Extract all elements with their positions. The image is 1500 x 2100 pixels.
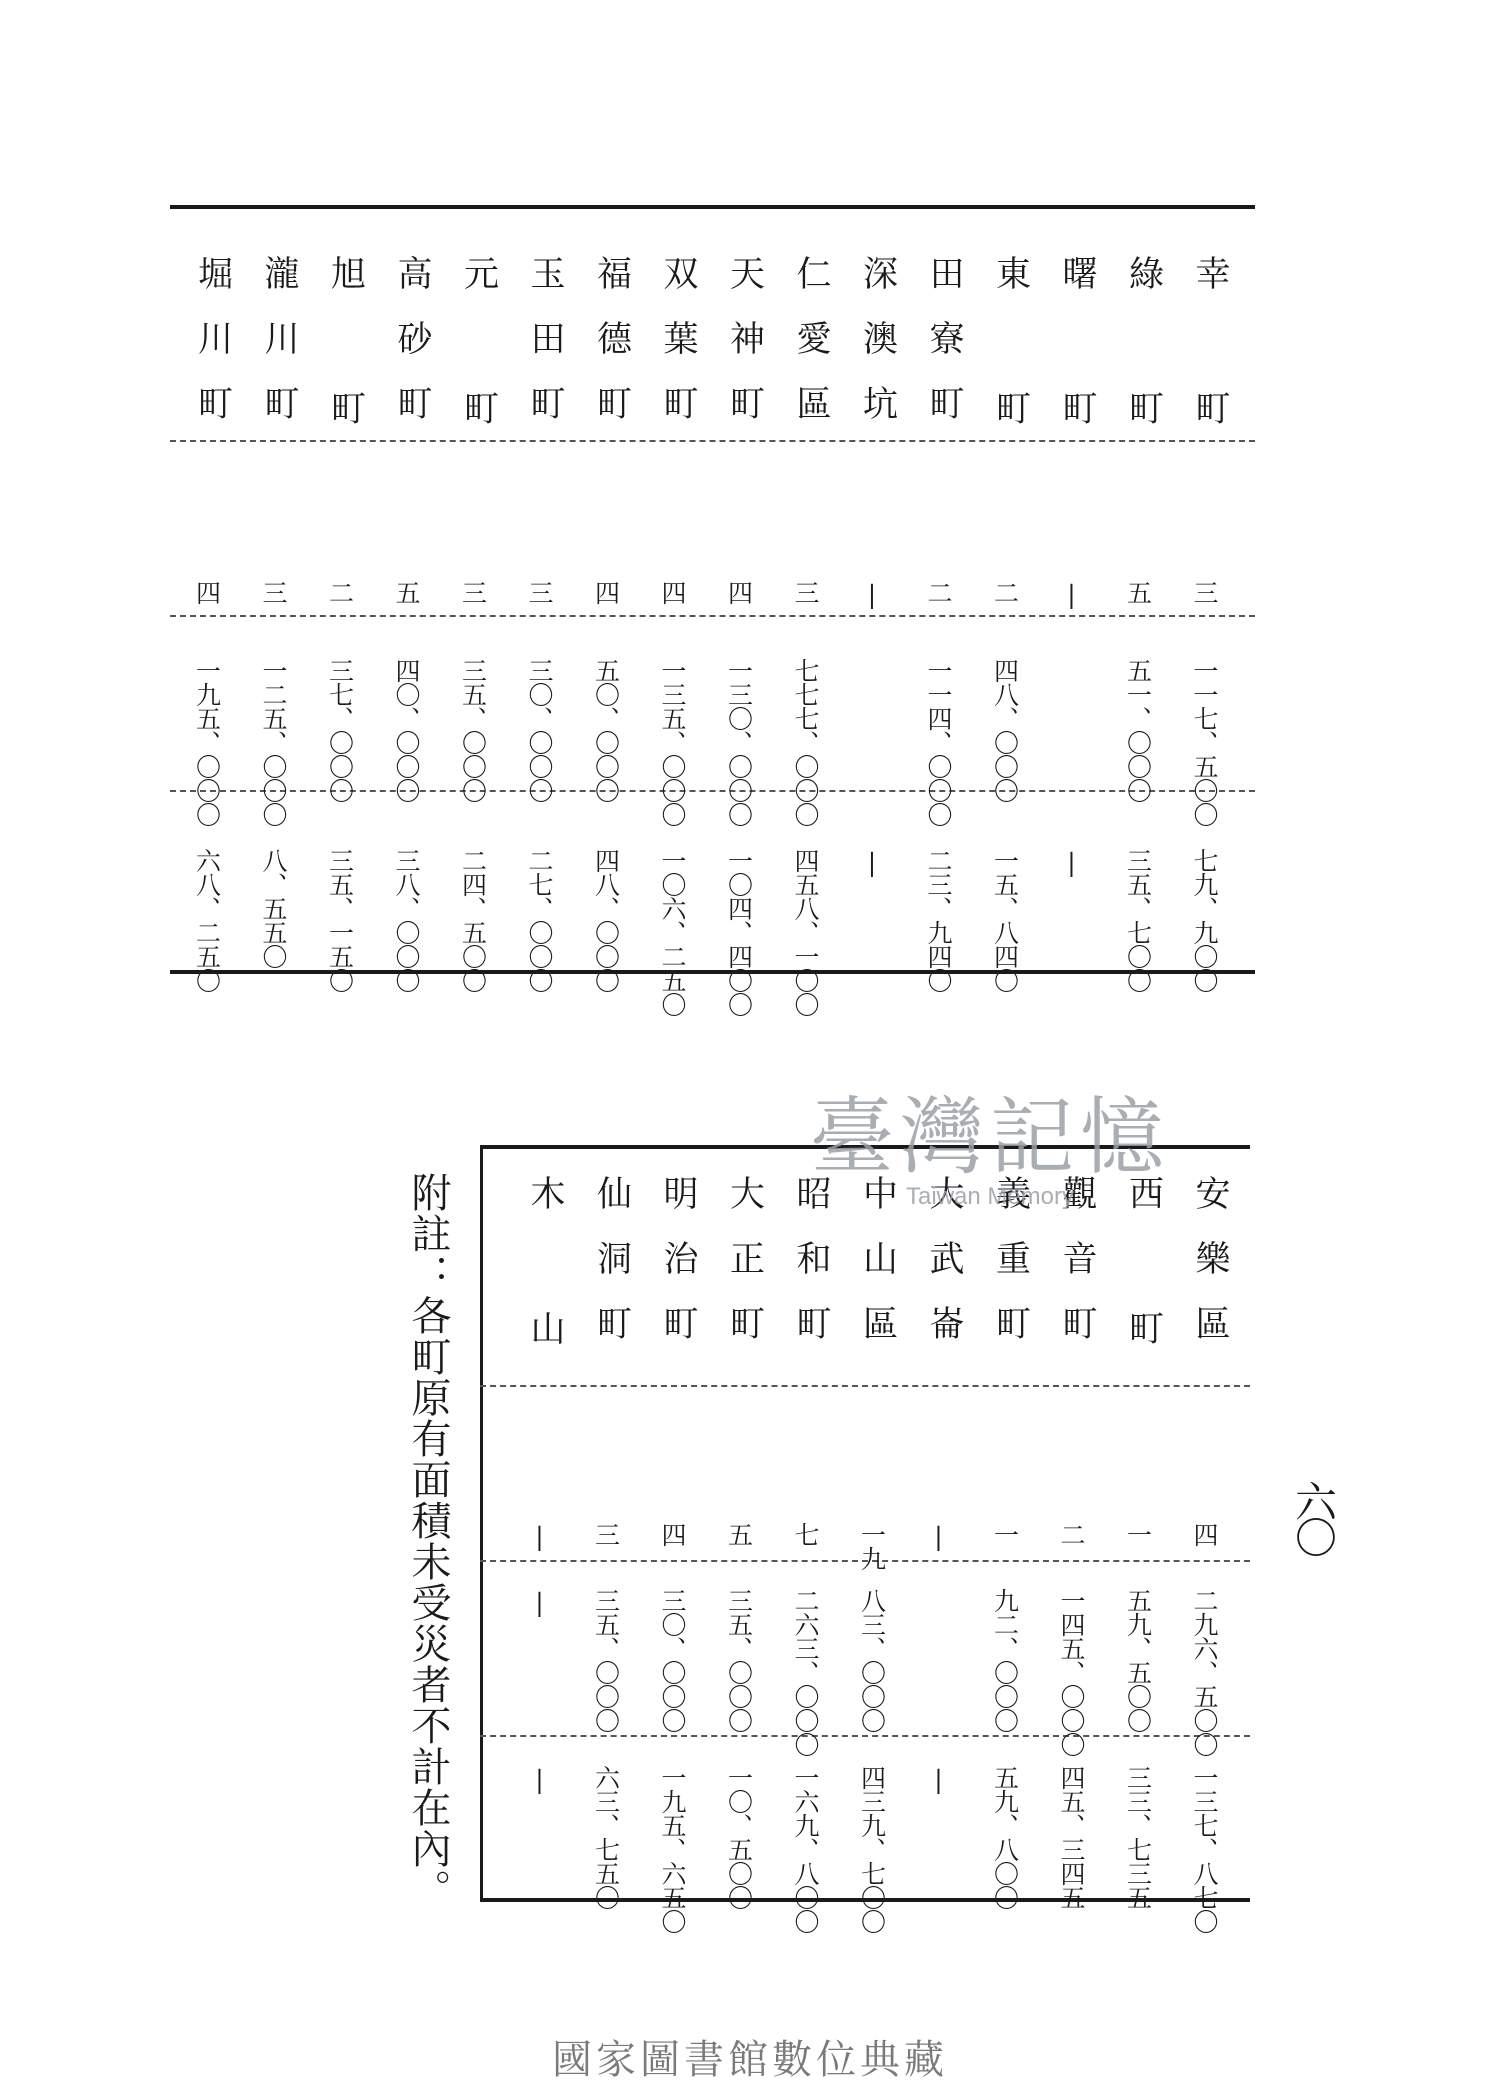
row-name: 仁愛區 <box>791 255 831 450</box>
watermark-main: 臺灣記憶 <box>809 1088 1170 1186</box>
row-count: 四 <box>1190 1522 1219 1546</box>
row-value: 一九五、六五〇 <box>658 1765 687 1933</box>
row-value: 一〇六、二五〇 <box>658 848 687 1016</box>
row-name: 觀音町 <box>1057 1175 1097 1370</box>
table-bottom-rule-3 <box>480 1735 1250 1737</box>
row-value: 四五八、一〇〇 <box>791 848 820 1016</box>
row-count: 二 <box>325 580 355 604</box>
table-bottom-header-rule <box>480 1385 1250 1387</box>
row-name: 福德町 <box>591 255 632 450</box>
row-value: 四三九、七〇〇 <box>857 1765 887 1933</box>
row-value: 四八、〇〇〇 <box>591 848 621 992</box>
row-value: 二三、九四〇 <box>924 848 953 992</box>
row-area: 一九五、〇〇〇 <box>192 658 222 826</box>
row-value: | <box>525 1765 554 1793</box>
row-count: 四 <box>724 580 754 604</box>
row-name: 天神町 <box>724 255 765 450</box>
row-value: 一〇、五〇〇 <box>724 1765 754 1909</box>
row-area: 三五、〇〇〇 <box>724 1588 754 1732</box>
row-area: 三五、〇〇〇 <box>591 1588 621 1732</box>
row-count: 三 <box>525 580 554 604</box>
row-value: 六八、二五〇 <box>192 848 222 992</box>
row-count: | <box>1057 580 1086 608</box>
row-name: 瀧川町 <box>259 255 299 450</box>
row-count: 一九 <box>857 1522 887 1570</box>
row-area: | <box>525 1588 554 1616</box>
row-name: 中山區 <box>857 1175 898 1370</box>
row-name: 田寮町 <box>924 255 964 450</box>
row-area: 一二五、〇〇〇 <box>259 658 288 826</box>
row-value: 一五、八四〇 <box>990 848 1020 992</box>
row-name: 木 山 <box>525 1175 565 1375</box>
row-area: 一一七、五〇〇 <box>1190 658 1219 826</box>
row-count: 五 <box>392 580 421 604</box>
row-value: 三三、七三五 <box>1123 1765 1153 1909</box>
row-area: 三〇、〇〇〇 <box>658 1588 687 1732</box>
row-name: 綠 町 <box>1123 255 1164 455</box>
row-value: | <box>857 848 887 876</box>
row-count: 三 <box>591 1522 621 1546</box>
row-count: | <box>857 580 887 608</box>
row-count: 一 <box>1123 1522 1153 1546</box>
row-value: 二四、五〇〇 <box>458 848 488 992</box>
row-count: 四 <box>658 1522 687 1546</box>
row-name: 東 町 <box>990 255 1031 455</box>
row-value: 二七、〇〇〇 <box>525 848 554 992</box>
row-value: 六三、七五〇 <box>591 1765 621 1909</box>
table-top-rule-2 <box>170 615 1255 617</box>
row-name: 曙 町 <box>1057 255 1097 455</box>
row-value: 一三七、八七〇 <box>1190 1765 1219 1933</box>
row-value: 三五、一五〇 <box>325 848 355 992</box>
watermark <box>770 1070 1210 1211</box>
row-name: 幸 町 <box>1190 255 1230 455</box>
row-area: 三七、〇〇〇 <box>325 658 355 802</box>
footnote: 附註：各町原有面積未受災者不計在內。 <box>405 1172 451 1910</box>
row-count: 三 <box>791 580 820 604</box>
row-value: 三八、〇〇〇 <box>392 848 421 992</box>
row-count: 四 <box>658 580 687 604</box>
row-area: 三〇、〇〇〇 <box>525 658 554 802</box>
row-count: 二 <box>924 580 953 604</box>
row-name: 高砂町 <box>392 255 432 450</box>
row-name: 大正町 <box>724 1175 765 1370</box>
row-value: 五九、八〇〇 <box>990 1765 1020 1909</box>
row-area: 七七七、〇〇〇 <box>791 658 820 826</box>
row-name: 義重町 <box>990 1175 1031 1370</box>
row-area: 一四五、〇〇〇 <box>1057 1588 1086 1756</box>
row-count: 三 <box>259 580 288 604</box>
row-count: 四 <box>192 580 222 604</box>
row-area: 一一四、〇〇〇 <box>924 658 953 826</box>
row-count: 三 <box>1190 580 1219 604</box>
row-name: 旭 町 <box>325 255 366 455</box>
page-number: 六〇 <box>1289 1480 1338 1552</box>
row-area: 八三、〇〇〇 <box>857 1588 887 1732</box>
row-name: 安樂區 <box>1190 1175 1230 1370</box>
row-value: 七九、九〇〇 <box>1190 848 1219 992</box>
row-value: 三五、七〇〇 <box>1123 848 1153 992</box>
row-area: 三五、〇〇〇 <box>458 658 488 802</box>
row-area: 一三五、〇〇〇 <box>658 658 687 826</box>
table-top-top-rule <box>170 205 1255 209</box>
row-area: 九二、〇〇〇 <box>990 1588 1020 1732</box>
row-count: | <box>924 1522 953 1550</box>
row-area: 二六三、〇〇〇 <box>791 1588 820 1756</box>
table-bottom-left-rule <box>480 1145 483 1900</box>
row-count: 四 <box>591 580 621 604</box>
row-name: 元 町 <box>458 255 499 455</box>
row-area: 五〇、〇〇〇 <box>591 658 621 802</box>
row-count: 二 <box>1057 1522 1086 1546</box>
row-area: 五九、五〇〇 <box>1123 1588 1153 1732</box>
row-name: 大武崙 <box>924 1175 964 1370</box>
row-value: 一〇四、四〇〇 <box>724 848 754 1016</box>
row-value: 八、五五〇 <box>259 848 288 968</box>
row-area: 五一、〇〇〇 <box>1123 658 1153 802</box>
watermark-sub: Taiwan Memory <box>905 1183 1075 1210</box>
row-count: | <box>525 1522 554 1550</box>
row-value: 四五、三四五 <box>1057 1765 1086 1909</box>
row-area: 一三〇、〇〇〇 <box>724 658 754 826</box>
row-area: 四〇、〇〇〇 <box>392 658 421 802</box>
row-area: 二九六、五〇〇 <box>1190 1588 1219 1756</box>
row-name: 玉田町 <box>525 255 565 450</box>
row-count: 七 <box>791 1522 820 1546</box>
row-name: 深澳坑 <box>857 255 898 450</box>
row-name: 昭和町 <box>791 1175 831 1370</box>
row-name: 明治町 <box>658 1175 698 1370</box>
row-count: 三 <box>458 580 488 604</box>
row-name: 双葉町 <box>658 255 698 450</box>
footer-credit: 國家圖書館數位典藏 <box>552 2038 948 2082</box>
row-area: 四八、〇〇〇 <box>990 658 1020 802</box>
row-value: 一六九、八〇〇 <box>791 1765 820 1933</box>
row-name: 堀川町 <box>192 255 233 450</box>
row-count: 五 <box>1123 580 1153 604</box>
row-count: 一 <box>990 1522 1020 1546</box>
row-value: | <box>924 1765 953 1793</box>
row-name: 仙洞町 <box>591 1175 632 1370</box>
row-count: 五 <box>724 1522 754 1546</box>
row-value: | <box>1057 848 1086 876</box>
row-name: 西 町 <box>1123 1175 1164 1375</box>
row-count: 二 <box>990 580 1020 604</box>
